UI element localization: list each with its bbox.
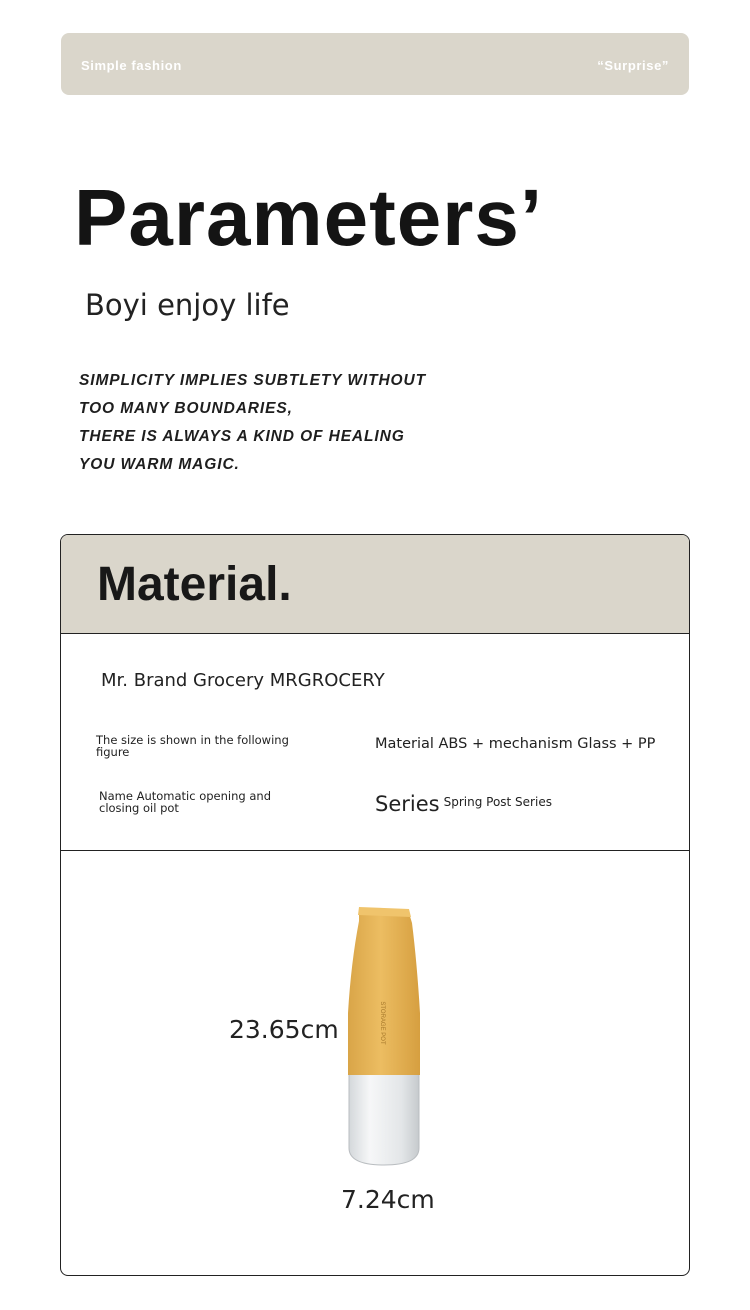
series-spec [375, 792, 552, 816]
banner-right-text: “Surprise” [597, 58, 669, 73]
oil-bottle-image [339, 903, 429, 1168]
product-name: Name Automatic opening and closing oil pot [99, 789, 271, 815]
subtitle: Boyi enjoy life [85, 288, 290, 322]
material-card [60, 534, 690, 1276]
series-label: Series [375, 792, 440, 816]
bottle-label: STORAGE POT [379, 1001, 385, 1045]
tagline [79, 372, 426, 484]
tagline-line: SIMPLICITY IMPLIES SUBTLETY WITHOUT [79, 372, 426, 389]
spec-section [61, 634, 689, 851]
material-title: Material. [97, 558, 292, 611]
page-title: Parameters’ [74, 173, 544, 262]
top-banner [61, 33, 689, 95]
material-card-header [61, 535, 689, 634]
width-dimension: 7.24cm [341, 1185, 435, 1214]
tagline-line: THERE IS ALWAYS A KIND OF HEALING [79, 428, 405, 445]
size-note: The size is shown in the following figure [96, 733, 289, 759]
product-figure [61, 851, 689, 1275]
tagline-line: YOU WARM MAGIC. [79, 456, 240, 473]
tagline-line: TOO MANY BOUNDARIES, [79, 400, 293, 417]
brand-line: Mr. Brand Grocery MRGROCERY [101, 670, 385, 691]
banner-left-text: Simple fashion [81, 58, 182, 73]
material-spec: Material ABS + mechanism Glass + PP [375, 736, 656, 752]
series-value: Spring Post Series [443, 795, 552, 809]
height-dimension: 23.65cm [229, 1015, 339, 1044]
